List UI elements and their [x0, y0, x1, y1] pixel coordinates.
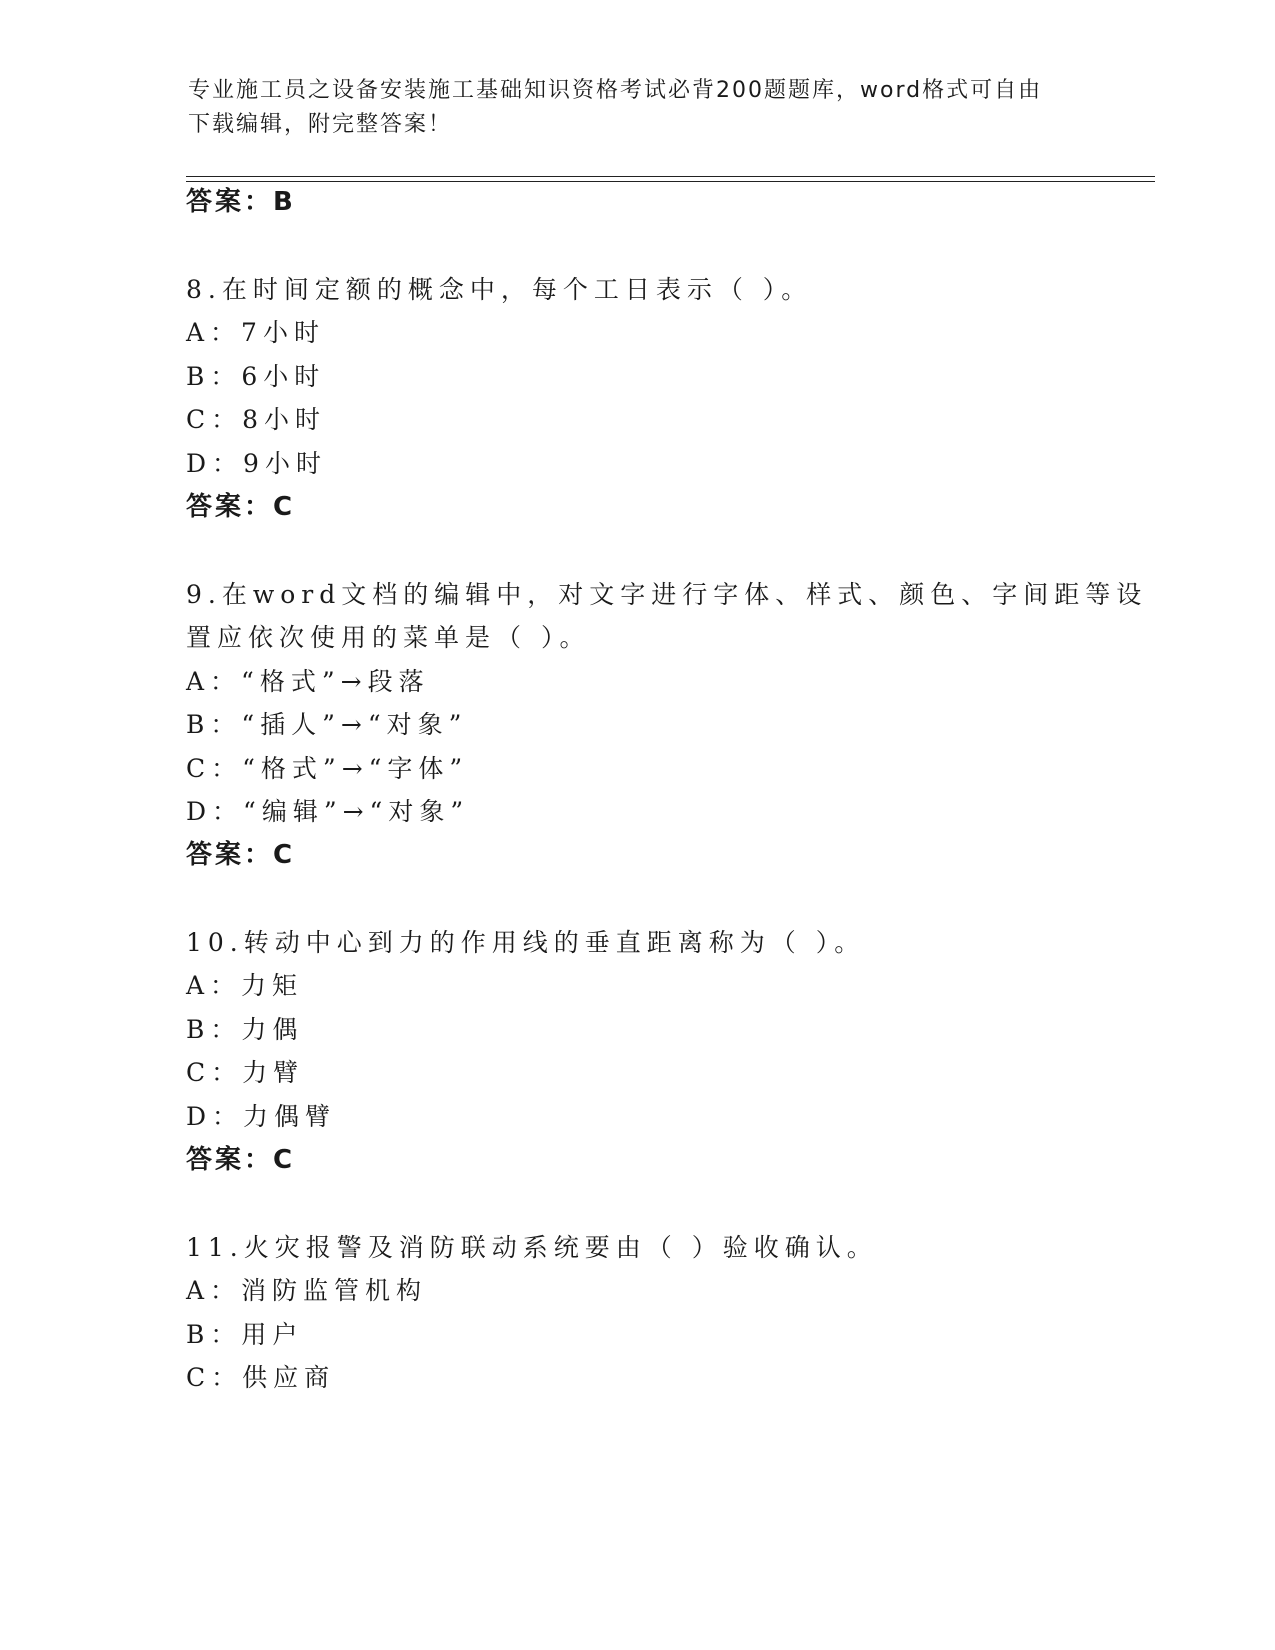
question-10-option-a: A：力矩 [186, 971, 304, 1000]
question-8-option-d: D：9小时 [186, 449, 327, 478]
question-10-option-c: C：力臂 [186, 1058, 305, 1087]
question-8-option-c: C：8小时 [186, 405, 327, 434]
question-9-answer: 答案：C [186, 840, 296, 870]
question-9-option-a: A：“格式”→段落 [186, 667, 430, 696]
question-9-option-d: D：“编辑”→“对象” [186, 797, 470, 826]
document-header [188, 74, 1088, 142]
question-10-option-b: B：力偶 [186, 1015, 304, 1044]
question-8-option-b: B：6小时 [186, 362, 326, 391]
question-8-stem: 8.在时间定额的概念中，每个工日表示（ ）。 [186, 275, 813, 304]
previous-answer: 答案：B [186, 187, 296, 217]
question-11-option-b: B：用户 [186, 1320, 304, 1349]
question-9-stem-line-1: 9.在word文档的编辑中，对文字进行字体、样式、颜色、字间距等设 [186, 580, 1148, 609]
header-line-2: 下载编辑，附完整答案！ [188, 112, 453, 137]
header-divider-top [186, 176, 1155, 177]
question-8-answer: 答案：C [186, 492, 296, 522]
question-9-option-c: C：“格式”→“字体” [186, 754, 469, 783]
question-11-option-a: A：消防监管机构 [186, 1276, 428, 1305]
header-line-1: 专业施工员之设备安装施工基础知识资格考试必背200题题库，word格式可自由 [188, 78, 1043, 103]
question-8-option-a: A：7小时 [186, 318, 325, 347]
question-9-stem-line-2: 置应依次使用的菜单是（ ）。 [186, 623, 591, 652]
header-divider-bottom [186, 181, 1155, 182]
question-11-stem: 11.火灾报警及消防联动系统要由（ ）验收确认。 [186, 1233, 878, 1262]
question-10-option-d: D：力偶臂 [186, 1102, 337, 1131]
question-11-option-c: C：供应商 [186, 1363, 336, 1392]
question-10-stem: 10.转动中心到力的作用线的垂直距离称为（ ）。 [186, 928, 866, 957]
question-9-option-b: B：“插人”→“对象” [186, 710, 468, 739]
question-10-answer: 答案：C [186, 1145, 296, 1175]
